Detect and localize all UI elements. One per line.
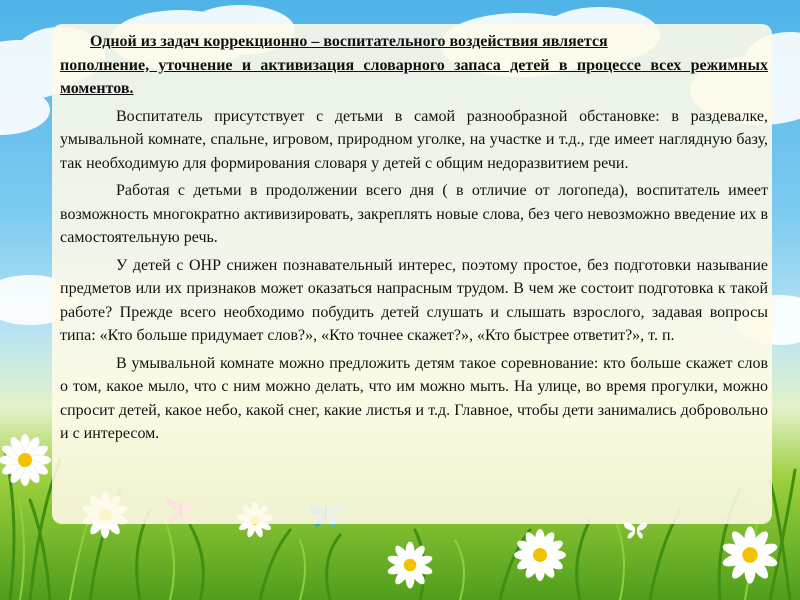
daisy-flower xyxy=(721,526,779,583)
paragraph-3: У детей с ОНР снижен познавательный интерес, поэтому простое, без подготовки называние предметов или их признаков может оказаться напрасным трудом. В чем же состоит подготовка к такой работе? Прежде всего необходимо побудить детей слушать и слышать взрослого, задавая вопросы типа: «Кто больше придумает слов?», «Кто точнее скажет?», «Кто быстрее ответит?», т. п. xyxy=(60,256,768,344)
paragraph-1: Воспитатель присутствует с детьми в самой разнообразной обстановке: в раздевалке, умывальной комнате, спальне, игровом, природном уголке, на участке и т.д., где имеет наглядную базу, так необходимую для формирования словаря у детей с общим недоразвитием речи. xyxy=(60,107,768,172)
slide-content xyxy=(60,30,768,450)
slide-heading xyxy=(60,30,768,101)
heading-line-1: Одной из задач коррекционно – воспитательного воздействия является xyxy=(90,33,608,50)
daisy-flower xyxy=(0,434,51,486)
white-butterfly-icon xyxy=(624,522,647,539)
paragraph-2: Работая с детьми в продолжении всего дня ( в отличие от логопеда), воспитатель имеет возможность многократно активизировать, закреплять новые слова, без чего невозможно введение их в самостоятельную речь. xyxy=(60,182,768,246)
daisy-flower xyxy=(514,529,566,581)
daisy-flower xyxy=(386,542,433,589)
heading-line-2: пополнение, уточнение и активизация словарного запаса детей в процессе всех режимных моментов. xyxy=(60,56,768,97)
paragraph-4: В умывальной комнате можно предложить детям такое соревнование: кто больше скажет слов о том, какое мыло, что с ним можно делать, что им можно мыть. На улице, во время прогулки, можно спросит детей, какое небо, какой снег, какие листья и т.д. Главное, чтобы дети занимались добровольно и с интересом. xyxy=(60,354,768,442)
